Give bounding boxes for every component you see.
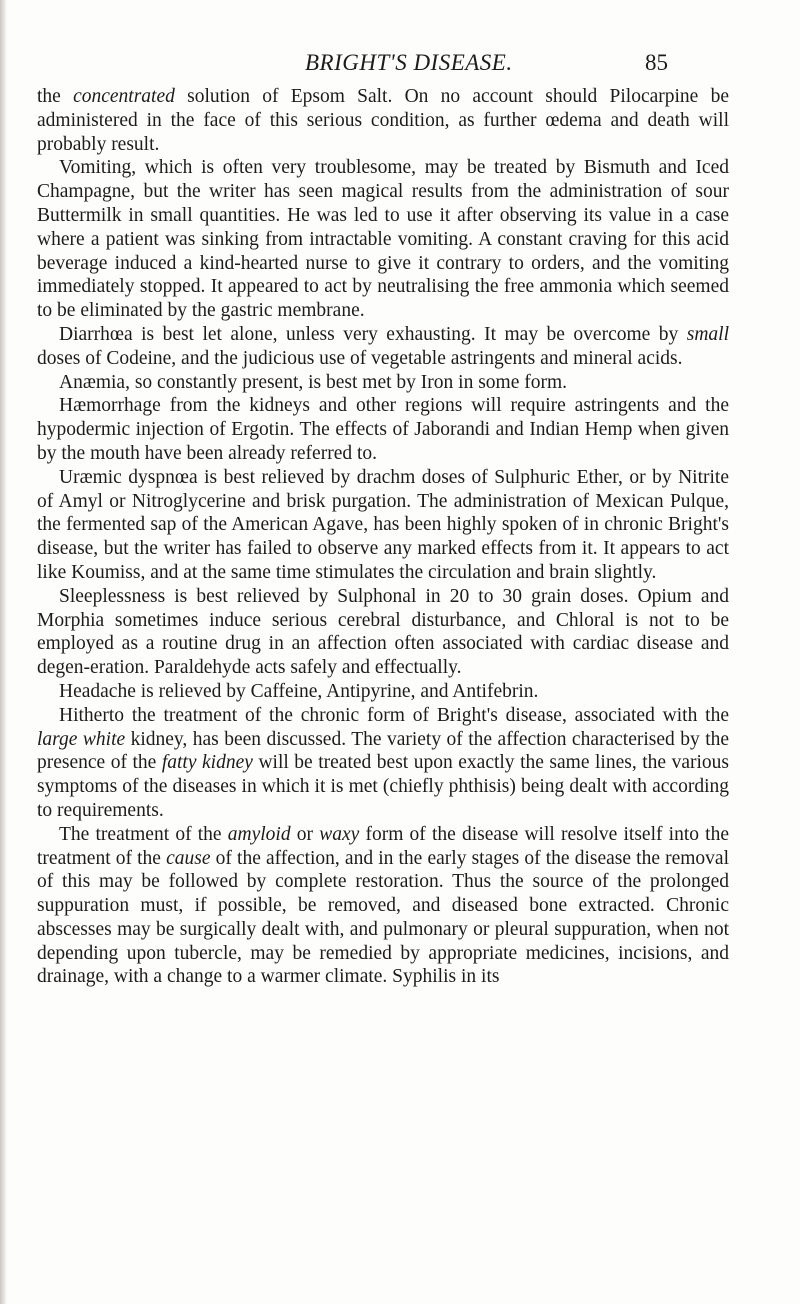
text-run: Uræmic dyspnœa is best relieved by drachm doses of Sulphuric Ether, or by Nitrite of Amyl or Nitroglycerine and brisk purgation. The administration of Mexican Pulque, the fermented sap of the American Agave, has been highly spoken of in chronic Bright's disease, but the writer has failed to observe any marked effects from it. It appears to act like Koumiss, and at the same time stimulates the circulation and brain slightly. [37, 466, 729, 583]
paragraph [37, 704, 729, 823]
paragraph [37, 585, 729, 680]
paragraph [37, 323, 729, 371]
paragraph [37, 823, 729, 990]
italic-text: amyloid [227, 823, 291, 845]
text-run: kidney, has been discussed. The variety of the affection characterised by the presence of the [37, 728, 730, 774]
running-head [0, 50, 800, 78]
italic-text: small [686, 323, 729, 345]
running-title: BRIGHT'S DISEASE. [305, 50, 513, 75]
text-run: Hæmorrhage from the kidneys and other regions will require astringents and the hypodermic injection of Ergotin. The effects of Jaborandi and Indian Hemp when given by the mouth have been already referred to. [37, 395, 729, 464]
italic-text: concentrated [73, 86, 175, 107]
text-run: Sleeplessness is best relieved by Sulphonal in 20 to 30 grain doses. Opium and Morphia sometimes induce serious cerebral disturbance, and Chloral is not to be employed as a routine drug in an affection often associated with cardiac disease and degen-eration. Paraldehyde acts safely and effectually. [37, 585, 729, 679]
text-run: doses of Codeine, and the judicious use of vegetable astringents and mineral acids. [37, 347, 683, 369]
paragraph [37, 156, 729, 323]
text-run: Anæmia, so constantly present, is best met by Iron in some form. [59, 371, 568, 393]
paragraph [37, 466, 729, 585]
text-run: Hitherto the treatment of the chronic form of Bright's disease, associated with the [59, 704, 729, 726]
text-run: the [37, 86, 74, 107]
page-gutter-shadow [0, 0, 7, 1304]
text-run: Diarrhœa is best let alone, unless very exhausting. It may be overcome by [59, 323, 687, 345]
text-run: or [290, 823, 320, 845]
italic-text: fatty kidney [161, 752, 253, 774]
paragraph [37, 371, 729, 395]
italic-text: cause [166, 847, 211, 869]
text-run: form of the disease will resolve itself into the treatment of the [37, 823, 730, 869]
text-run: solution of Epsom Salt. On no account should Pilocarpine be administered in the face of this serious condition, as further œdema and death will probably result. [37, 86, 729, 155]
italic-text: large white [37, 728, 126, 750]
paragraph [37, 680, 729, 704]
text-run: Headache is relieved by Caffeine, Antipyrine, and Antifebrin. [59, 680, 539, 702]
text-run: The treatment of the [59, 823, 228, 845]
text-run: Vomiting, which is often very troublesome, may be treated by Bismuth and Iced Champagne, but the writer has seen magical results from the administration of sour Buttermilk in small quantities. He was led to use it after observing its value in a case where a patient was sinking from intractable vomiting. A constant craving for this acid beverage induced a kind-hearted nurse to give it contrary to orders, and the vomiting immediately stopped. It appeared to act by neutralising the free ammonia which seemed to be eliminated by the gastric membrane. [37, 157, 729, 322]
page-number: 85 [645, 50, 668, 75]
paragraph [37, 85, 729, 156]
paragraph [37, 394, 729, 465]
text-run: will be treated best upon exactly the same lines, the various symptoms of the diseases in which it is met (chiefly phthisis) being dealt with according to requirements. [37, 752, 729, 821]
text-run: of the affection, and in the early stages of the disease the removal of this may be followed by complete restoration. Thus the source of the prolonged suppuration must, if possible, be removed, and diseased bone extracted. Chronic abscesses may be surgically dealt with, and pulmonary or pleural suppuration, when not depending upon tubercle, may be remedied by appropriate medicines, incisions, and drainage, with a change to a warmer climate. Syphilis in its [37, 847, 729, 988]
body-text [37, 85, 729, 989]
italic-text: waxy [319, 823, 360, 845]
